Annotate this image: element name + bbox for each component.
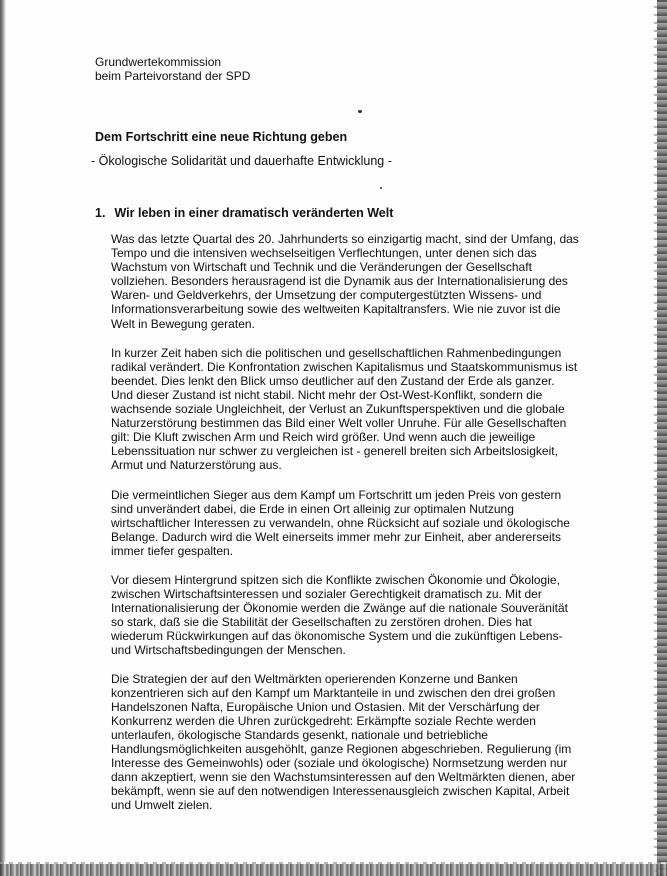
- sender-block: [95, 55, 250, 83]
- paragraph: [111, 573, 571, 658]
- paragraph-line: Die Strategien der auf den Weltmärkten operierenden Konzerne und Banken: [111, 671, 518, 686]
- paragraph: [111, 671, 576, 813]
- paragraph-line: wachsende soziale Ungleichheit, der Verlust an Zukunftsperspektiven und die globale: [111, 402, 565, 417]
- paragraph-line: Welt in Bewegung geraten.: [111, 316, 255, 331]
- paragraph-line: dann akzeptiert, wenn sie den Wachstumsinteressen auf den Weltmärkten dienen, aber: [111, 770, 576, 785]
- paragraph-line: Informationsverarbeitung sowie des weltweiten Kapitaltransfers. Wie nie zuvor ist die: [111, 302, 561, 317]
- document-title: Dem Fortschritt eine neue Richtung geben: [95, 130, 348, 144]
- scan-speck: [380, 187, 382, 189]
- paragraph-line: Naturzerstörung bestimmen das Bild einer Welt voller Unruhe. Für alle Gesellschaften: [111, 416, 567, 431]
- paragraph-line: und Umwelt zielen.: [111, 798, 213, 813]
- scan-edge-right-inner: [654, 0, 657, 876]
- paragraph-line: sind unverändert dabei, die Erde in einen Ort alleinig zur optimalen Nutzung: [111, 501, 514, 516]
- scan-edge-left: [0, 0, 6, 876]
- sender-line-1: Grundwertekommission: [95, 55, 222, 69]
- paragraph-line: Die vermeintlichen Sieger aus dem Kampf um Fortschritt um jeden Preis von gestern: [111, 487, 562, 502]
- paragraph-line: Handelszonen Nafta, Europäische Union und Ostasien. Mit der Verschärfung der: [111, 699, 540, 714]
- paragraph-line: Belange. Dadurch wird die Welt einerseits immer mehr zur Einheit, aber andererseits: [111, 529, 561, 544]
- paragraph-line: wirtschaftlicher Interessen zu verwandeln, ohne Rücksicht auf soziale und ökologische: [111, 515, 570, 530]
- paragraph-line: beendet. Dies lenkt den Blick umso deutlicher auf den Zustand der Erde als ganzer.: [111, 373, 555, 388]
- paragraph-line: Handlungsmöglichkeiten ausgehöhlt, ganze Regionen abgeschrieben. Regulierung (im: [111, 742, 572, 756]
- paragraph-line: wiederum Rückwirkungen auf das ökonomische System und die zukünftigen Lebens-: [111, 629, 563, 644]
- paragraph-line: Vor diesem Hintergrund spitzen sich die Konflikte zwischen Ökonomie und Ökologie,: [111, 572, 560, 587]
- paragraph-line: unterlaufen, ökologische Standards gesenkt, nationale und betriebliche: [111, 727, 488, 742]
- paragraph-line: radikal verändert. Die Konfrontation zwischen Kapitalismus und Staatskommunismus ist: [111, 359, 578, 374]
- paragraph-line: immer tiefer gespalten.: [111, 543, 234, 558]
- paragraph-line: Armut und Naturzerstörung aus.: [111, 458, 282, 473]
- paragraph-line: Konkurrenz werden die Uhren zurückgedreht: Erkämpfte soziale Rechte werden: [111, 713, 536, 728]
- paragraph-line: Lebenssituation nur schwer zu vergleichen ist - generell breiten sich Arbeitslosigkeit,: [111, 444, 558, 459]
- document-subtitle: - Ökologische Solidarität und dauerhafte Entwicklung -: [91, 154, 392, 168]
- paragraph-line: Wachstum von Wirtschaft und Technik und die Veränderungen der Gesellschaft: [111, 260, 532, 275]
- paragraph-line: so stark, daß sie die Stabilität der Gesellschaften zu zerstören drohen. Dies hat: [111, 615, 532, 630]
- paragraph: [111, 345, 578, 473]
- paragraph-line: bekämpft, wenn sie auf den notwendigen Interessenausgleich zwischen Kapital, Arbeit: [111, 784, 570, 799]
- paragraph-line: vollziehen. Besonders herausragend ist die Dynamik aus der Internationalisierung des: [111, 274, 568, 289]
- paragraph-line: konzentrieren sich auf den Kampf um Marktanteile in und zwischen den drei großen: [111, 685, 556, 700]
- scan-edge-right: [657, 0, 667, 876]
- section-heading: [95, 206, 393, 220]
- paragraph: [111, 232, 579, 331]
- section-number: 1.: [95, 206, 106, 220]
- scan-edge-bottom: [0, 864, 667, 876]
- section-heading-text: Wir leben in einer dramatisch veränderten Welt: [114, 206, 394, 220]
- scan-speck: [358, 110, 362, 113]
- paragraph-line: und Wirtschaftsbedingungen der Menschen.: [111, 643, 346, 658]
- paragraph-line: zwischen Wirtschaftsinteressen und sozialer Gerechtigkeit dramatisch zu. Mit der: [111, 587, 542, 602]
- paragraph-line: Waren- und Geldverkehrs, der Umsetzung der computergestützten Wissens- und: [111, 288, 542, 303]
- paragraph-line: Interesse des Gemeinwohls) oder (soziale und ökologische) Normsetzung werden nur: [111, 756, 568, 771]
- paragraph-line: Internationalisierung der Ökonomie werden die Zwänge auf die nationale Souveränität: [111, 601, 568, 616]
- paragraph-line: Was das letzte Quartal des 20. Jahrhunderts so einzigartig macht, sind der Umfang, das: [111, 232, 579, 246]
- paragraph-line: gilt: Die Kluft zwischen Arm und Reich wird größer. Und wenn auch die jeweilige: [111, 430, 536, 445]
- sender-line-2: beim Parteivorstand der SPD: [95, 69, 251, 83]
- paragraph-line: In kurzer Zeit haben sich die politischen und gesellschaftlichen Rahmenbedingungen: [111, 345, 562, 360]
- paragraph: [111, 488, 571, 558]
- paragraph-line: Tempo und die intensiven wechselseitigen Verflechtungen, unter denen sich das: [111, 246, 537, 261]
- body-text: [111, 232, 579, 827]
- paragraph-line: Und dieser Zustand ist nicht stabil. Nicht mehr der Ost-West-Konflikt, sondern die: [111, 387, 543, 402]
